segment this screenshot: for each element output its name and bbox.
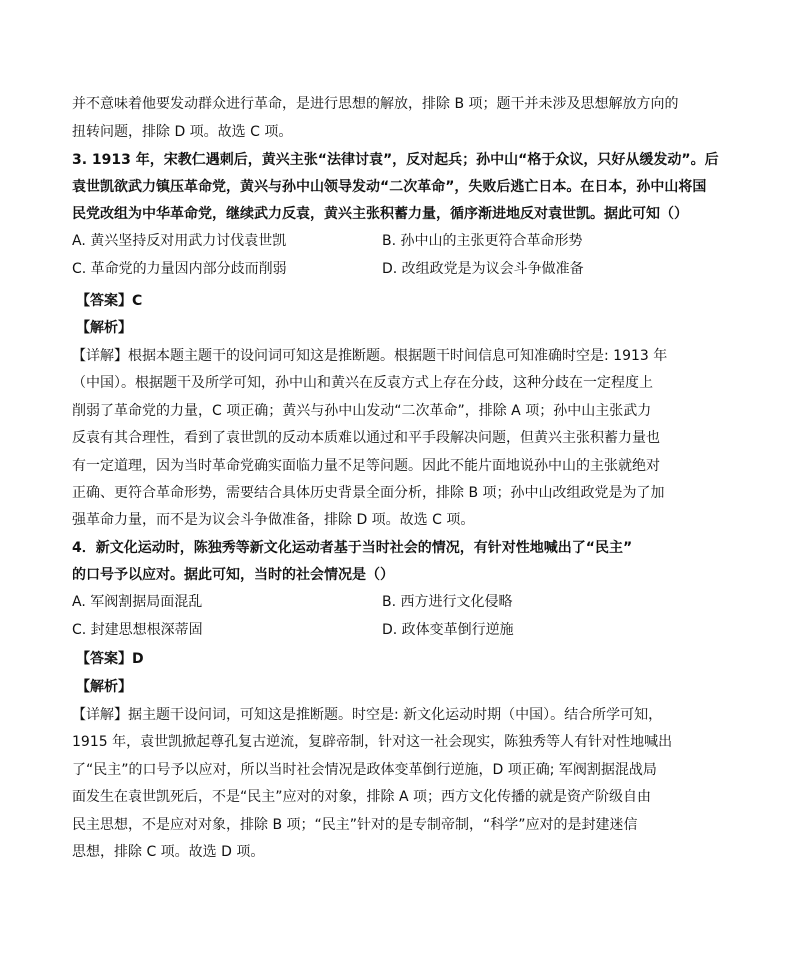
q3-option-b: B. 孙中山的主张更符合革命形势 [382, 233, 583, 249]
q4-detail-line-5: 民主思想，不是应对对象，排除 B 项；“民主”针对的是专制帝制，“科学”应对的是封建迷信 [72, 817, 638, 833]
q4-option-b: B. 西方进行文化侵略 [382, 594, 513, 610]
q3-analysis-label: 【解析】 [76, 320, 132, 336]
q4-option-c: C. 封建思想根深蒂固 [72, 622, 203, 638]
q3-answer: 【答案】C [76, 293, 143, 309]
q4-stem-line-1: 4．新文化运动时，陈独秀等新文化运动者基于当时社会的情况，有针对性地喊出了“民主” [72, 540, 633, 556]
q4-answer: 【答案】D [76, 651, 144, 667]
q3-stem-line-1: 3. 1913 年，宋教仁遇刺后，黄兴主张“法律讨袁”，反对起兵；孙中山“格于众议，只好从缓发动”。后 [72, 152, 719, 168]
q3-detail-line-1: 【详解】根据本题主题干的设问词可知这是推断题。根据题干时间信息可知准确时空是: 1913 年 [72, 348, 668, 364]
q3-stem-line-2: 袁世凯欲武力镇压革命党，黄兴与孙中山领导发动“二次革命”，失败后逃亡日本。在日本，孙中山将国 [72, 179, 707, 195]
q3-detail-line-3: 削弱了革命党的力量，C 项正确；黄兴与孙中山发动“二次革命”，排除 A 项；孙中山主张武力 [72, 403, 652, 419]
q4-option-d: D. 政体变革倒行逆施 [382, 622, 514, 638]
q4-option-a: A. 军阀割据局面混乱 [72, 594, 203, 610]
q3-detail-line-4: 反袁有其合理性，看到了袁世凯的反动本质难以通过和平手段解决问题，但黄兴主张积蓄力量也 [72, 430, 660, 446]
q4-detail-line-4: 面发生在袁世凯死后，不是“民主”应对的对象，排除 A 项；西方文化传播的就是资产阶级自由 [72, 789, 651, 805]
q3-detail-line-6: 正确、更符合革命形势，需要结合具体历史背景全面分析，排除 B 项；孙中山改组政党是为了加 [72, 485, 665, 501]
q3-detail-line-2: （中国）。根据题干及所学可知，孙中山和黄兴在反袁方式上存在分歧，这种分歧在一定程度上 [72, 375, 653, 391]
q4-detail-line-2: 1915 年，袁世凯掀起尊孔复古逆流，复辟帝制，针对这一社会现实，陈独秀等人有针对性地喊出 [72, 734, 673, 750]
q3-stem-line-3: 民党改组为中华革命党，继续武力反袁，黄兴主张积蓄力量，循序渐进地反对袁世凯。据此可知（） [72, 206, 688, 222]
q3-option-c: C. 革命党的力量因内部分歧而削弱 [72, 261, 287, 277]
q4-detail-line-3: 了“民主”的口号予以应对，所以当时社会情况是政体变革倒行逆施，D 项正确; 军阀割据混战局 [72, 762, 657, 778]
q4-detail-line-1: 【详解】据主题干设问词，可知这是推断题。时空是: 新文化运动时期（中国）。结合所学可知， [72, 707, 663, 723]
q3-option-a: A. 黄兴坚持反对用武力讨伐袁世凯 [72, 233, 287, 249]
continuation-line-1: 并不意味着他要发动群众进行革命，是进行思想的解放，排除 B 项；题干并未涉及思想解放方向的 [72, 96, 679, 112]
q3-detail-line-5: 有一定道理，因为当时革命党确实面临力量不足等问题。因此不能片面地说孙中山的主张就绝对 [72, 458, 660, 474]
q4-stem-line-2: 的口号予以应对。据此可知，当时的社会情况是（） [72, 567, 394, 583]
q3-option-d: D. 改组政党是为议会斗争做准备 [382, 261, 584, 277]
q4-analysis-label: 【解析】 [76, 679, 132, 695]
continuation-line-2: 扭转问题，排除 D 项。故选 C 项。 [72, 124, 293, 140]
q4-detail-line-6: 思想，排除 C 项。故选 D 项。 [72, 844, 265, 860]
q3-detail-line-7: 强革命力量，而不是为议会斗争做准备，排除 D 项。故选 C 项。 [72, 512, 475, 528]
